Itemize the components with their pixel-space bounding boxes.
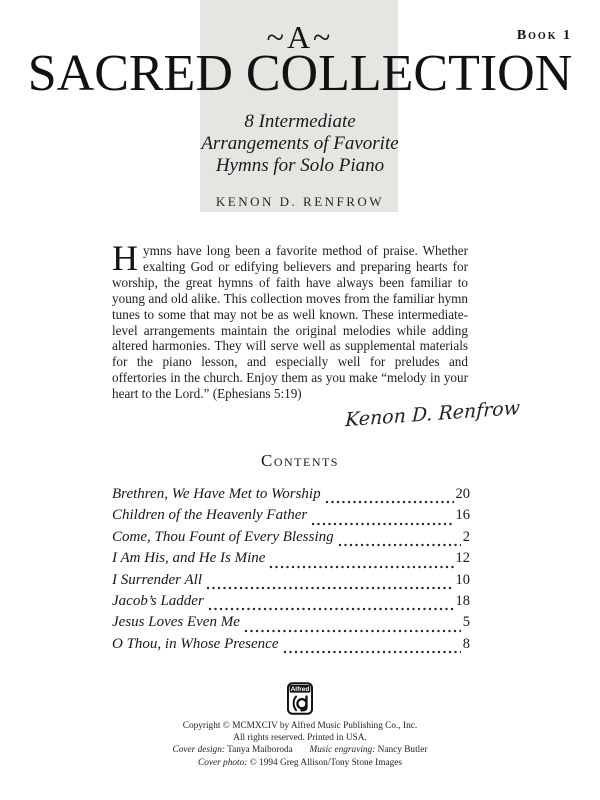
dot-leader	[283, 650, 461, 654]
contents-page-number: 5	[462, 614, 470, 631]
contents-page-number: 2	[462, 528, 470, 545]
subtitle-line-1: 8 Intermediate	[244, 111, 356, 132]
series-prefix: ~A~	[266, 19, 334, 55]
contents-page-number: 10	[455, 571, 470, 588]
contents-page-number: 16	[455, 507, 470, 524]
cover-photo-label: Cover photo:	[198, 757, 248, 768]
dot-leader	[311, 522, 453, 526]
dot-leader	[208, 607, 454, 611]
contents-heading: Contents	[260, 451, 339, 470]
alfred-publisher-logo	[287, 682, 313, 715]
subtitle-line-3: Hymns for Solo Piano	[215, 155, 385, 176]
contents-row	[112, 550, 470, 571]
subtitle-line-2: Arrangements of Favorite	[201, 133, 399, 154]
contents-title: I Am His, and He Is Mine	[112, 550, 266, 567]
drop-cap: H	[112, 238, 138, 278]
contents-title: Children of the Heavenly Father	[112, 507, 308, 524]
dot-leader	[244, 629, 461, 633]
introduction-text: ymns have long been a favorite method of praise. Whether exalting God or edifying believers and preparing hearts for worship, the great hymns of faith have always been familiar to young and old alike. This collection moves from the familiar hymn tunes to some that may not be as well known. These intermediate-level arrangements maintain the original melodies while adding altered harmonies. They will serve well as supplemental materials for the piano lesson, and especially well for preludes and offertories in the church. Enjoy them as you make “melody in your heart to the Lord.” (Ephesians 5:19)	[112, 243, 468, 402]
svg-text:Alfred: Alfred	[290, 686, 310, 694]
credits-photo-line	[0, 757, 600, 769]
contents-row	[112, 529, 470, 550]
page-title: SACRED COLLECTION	[27, 45, 573, 102]
cover-design-value: Tanya Maiboroda	[227, 745, 293, 756]
author-name: KENON D. RENFROW	[215, 194, 385, 209]
credits-design-line	[0, 744, 600, 756]
contents-page-number: 12	[455, 550, 470, 567]
contents-row	[112, 486, 470, 507]
copyright-block	[0, 720, 600, 769]
contents-row	[112, 636, 470, 657]
alfred-logo-icon	[287, 682, 313, 715]
contents-title: Come, Thou Fount of Every Blessing	[112, 528, 334, 545]
contents-title: Jesus Loves Even Me	[112, 614, 240, 631]
contents-list	[112, 486, 470, 657]
subtitle	[150, 111, 450, 177]
contents-page-number: 20	[455, 486, 470, 502]
dot-leader	[269, 565, 453, 569]
contents-page-number: 8	[462, 635, 470, 652]
cover-photo-value: © 1994 Greg Allison/Tony Stone Images	[249, 757, 402, 768]
rights-line: All rights reserved. Printed in USA.	[233, 733, 367, 744]
contents-title: Jacob’s Ladder	[112, 592, 204, 609]
introduction-paragraph	[112, 238, 468, 402]
book-number-badge: Book 1	[516, 28, 572, 43]
contents-title: Brethren, We Have Met to Worship	[112, 486, 321, 502]
dot-leader	[206, 586, 454, 590]
contents-title: I Surrender All	[112, 571, 202, 588]
contents-row	[112, 614, 470, 635]
music-engraving-label: Music engraving:	[309, 745, 376, 756]
dot-leader	[325, 500, 454, 504]
copyright-line: Copyright © MCMXCIV by Alfred Music Publishing Co., Inc.	[182, 721, 418, 731]
dot-leader	[338, 543, 461, 547]
author-signature: Kenon D. Renfrow	[344, 396, 521, 432]
contents-row	[112, 593, 470, 614]
contents-title: O Thou, in Whose Presence	[112, 635, 279, 652]
music-engraving-value: Nancy Butler	[377, 745, 428, 756]
contents-page-number: 18	[455, 592, 470, 609]
contents-row	[112, 507, 470, 528]
contents-row	[112, 572, 470, 593]
cover-design-label: Cover design:	[172, 745, 225, 756]
